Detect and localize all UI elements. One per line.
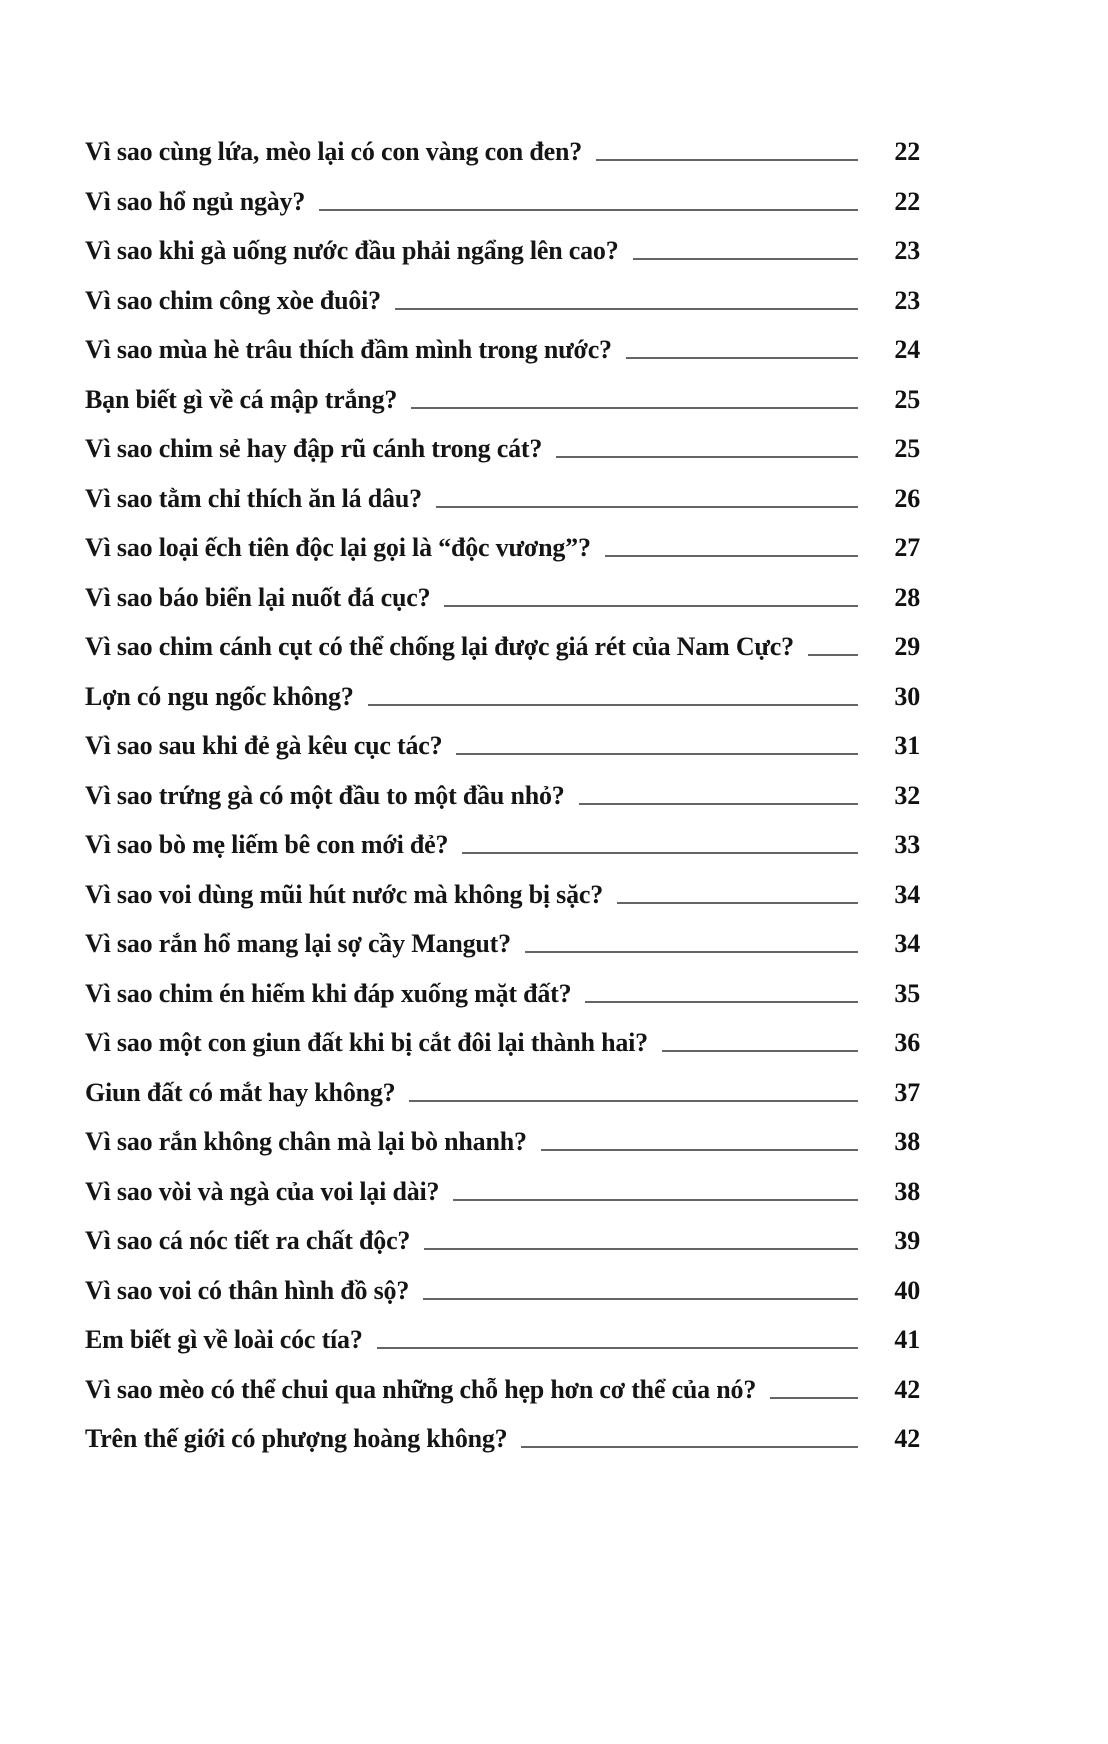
dot-leader-line: [541, 1149, 858, 1151]
toc-entry-page-number: 36: [894, 1028, 920, 1057]
toc-entry-page-number: 26: [894, 483, 920, 513]
toc-row: [85, 382, 920, 418]
toc-row: [85, 1223, 920, 1259]
toc-entry-page-number: 32: [894, 780, 920, 810]
toc-row: [85, 134, 920, 170]
toc-entry-page-number: 37: [894, 1077, 920, 1107]
toc-row: [85, 877, 920, 913]
toc-entry-title: Vì sao voi dùng mũi hút nước mà không bị sặc?: [85, 879, 604, 909]
dot-leader-line: [456, 753, 858, 755]
table-of-contents: [85, 134, 920, 1471]
toc-row: [85, 976, 920, 1012]
dot-leader-line: [436, 506, 858, 508]
toc-entry-page-number: 33: [894, 830, 920, 859]
toc-entry-page-number: 27: [894, 533, 920, 562]
toc-entry-page-number: 42: [894, 1424, 920, 1453]
dot-leader-line: [395, 308, 858, 310]
toc-entry-page-number: 38: [894, 1127, 920, 1156]
dot-leader-line: [585, 1001, 858, 1003]
toc-entry-title: Em biết gì về loài cóc tía?: [85, 1325, 363, 1354]
toc-entry-title: Vì sao chim én hiếm khi đáp xuống mặt đất?: [85, 978, 572, 1008]
toc-entry-title: Vì sao mèo có thể chui qua những chỗ hẹp hơn cơ thể của nó?: [85, 1374, 757, 1404]
dot-leader-line: [409, 1100, 858, 1102]
toc-entry-title: Vì sao vòi và ngà của voi lại dài?: [85, 1176, 440, 1206]
toc-entry-title: Vì sao voi có thân hình đồ sộ?: [85, 1275, 410, 1305]
toc-row: [85, 580, 920, 616]
toc-entry-page-number: 42: [894, 1374, 920, 1404]
toc-entry-title: Vì sao cùng lứa, mèo lại có con vàng con đen?: [85, 137, 583, 166]
toc-entry-title: Vì sao bò mẹ liếm bê con mới đẻ?: [85, 830, 449, 859]
toc-entry-page-number: 24: [894, 335, 920, 364]
toc-row: [85, 728, 920, 764]
toc-entry-page-number: 30: [894, 681, 920, 711]
toc-entry-page-number: 22: [894, 137, 920, 166]
toc-row: [85, 332, 920, 368]
toc-row: [85, 679, 920, 715]
toc-row: [85, 283, 920, 319]
dot-leader-line: [368, 704, 858, 706]
toc-row: [85, 184, 920, 220]
dot-leader-line: [579, 803, 858, 805]
toc-entry-page-number: 22: [894, 186, 920, 216]
toc-entry-page-number: 40: [894, 1275, 920, 1305]
toc-entry-title: Vì sao rắn hổ mang lại sợ cầy Mangut?: [85, 929, 511, 958]
toc-row: [85, 1421, 920, 1457]
dot-leader-line: [808, 654, 858, 656]
toc-entry-page-number: 34: [894, 879, 920, 909]
toc-entry-page-number: 25: [894, 384, 920, 414]
toc-row: [85, 233, 920, 269]
toc-row: [85, 1174, 920, 1210]
toc-row: [85, 1124, 920, 1160]
toc-entry-title: Vì sao loại ếch tiên độc lại gọi là “độc vương”?: [85, 533, 591, 562]
dot-leader-line: [617, 902, 858, 904]
dot-leader-line: [453, 1199, 858, 1201]
toc-entry-page-number: 29: [894, 632, 920, 661]
toc-entry-page-number: 38: [894, 1176, 920, 1206]
toc-row: [85, 1273, 920, 1309]
toc-entry-title: Lợn có ngu ngốc không?: [85, 681, 354, 711]
toc-entry-title: Vì sao một con giun đất khi bị cắt đôi lại thành hai?: [85, 1028, 648, 1057]
dot-leader-line: [423, 1298, 858, 1300]
dot-leader-line: [626, 357, 858, 359]
toc-entry-title: Vì sao chim cánh cụt có thể chống lại được giá rét của Nam Cực?: [85, 632, 794, 661]
toc-entry-title: Vì sao rắn không chân mà lại bò nhanh?: [85, 1127, 527, 1156]
toc-entry-page-number: 31: [894, 731, 920, 760]
dot-leader-line: [770, 1397, 858, 1399]
toc-row: [85, 1372, 920, 1408]
toc-entry-title: Giun đất có mắt hay không?: [85, 1077, 396, 1107]
toc-entry-title: Trên thế giới có phượng hoàng không?: [85, 1424, 508, 1453]
toc-entry-title: Vì sao khi gà uống nước đầu phải ngẩng lên cao?: [85, 236, 619, 265]
dot-leader-line: [596, 159, 858, 161]
toc-entry-page-number: 25: [894, 434, 920, 463]
dot-leader-line: [377, 1347, 858, 1349]
toc-row: [85, 629, 920, 665]
toc-row: [85, 1075, 920, 1111]
toc-entry-title: Vì sao tằm chỉ thích ăn lá dâu?: [85, 483, 422, 513]
toc-entry-title: Vì sao báo biển lại nuốt đá cục?: [85, 582, 431, 612]
toc-entry-page-number: 41: [894, 1325, 920, 1354]
toc-row: [85, 926, 920, 962]
dot-leader-line: [605, 555, 858, 557]
toc-entry-title: Vì sao mùa hè trâu thích đầm mình trong nước?: [85, 335, 612, 364]
dot-leader-line: [633, 258, 858, 260]
dot-leader-line: [521, 1446, 858, 1448]
toc-row: [85, 431, 920, 467]
toc-row: [85, 1322, 920, 1358]
toc-row: [85, 778, 920, 814]
dot-leader-line: [462, 852, 858, 854]
toc-entry-title: Bạn biết gì về cá mập trắng?: [85, 384, 398, 414]
dot-leader-line: [525, 951, 858, 953]
toc-row: [85, 1025, 920, 1061]
toc-row: [85, 827, 920, 863]
toc-entry-title: Vì sao chim sẻ hay đập rũ cánh trong cát?: [85, 434, 543, 463]
toc-row: [85, 530, 920, 566]
toc-row: [85, 481, 920, 517]
toc-entry-page-number: 34: [894, 929, 920, 958]
dot-leader-line: [556, 456, 858, 458]
toc-entry-title: Vì sao cá nóc tiết ra chất độc?: [85, 1226, 411, 1255]
toc-entry-page-number: 39: [894, 1226, 920, 1255]
toc-entry-page-number: 35: [894, 978, 920, 1008]
toc-entry-title: Vì sao sau khi đẻ gà kêu cục tác?: [85, 731, 443, 760]
toc-entry-page-number: 23: [894, 285, 920, 315]
toc-entry-page-number: 28: [894, 582, 920, 612]
dot-leader-line: [424, 1248, 858, 1250]
dot-leader-line: [662, 1050, 858, 1052]
dot-leader-line: [444, 605, 858, 607]
toc-entry-title: Vì sao hổ ngủ ngày?: [85, 186, 306, 216]
toc-entry-page-number: 23: [894, 236, 920, 265]
dot-leader-line: [411, 407, 858, 409]
toc-entry-title: Vì sao trứng gà có một đầu to một đầu nhỏ?: [85, 780, 565, 810]
toc-entry-title: Vì sao chim công xòe đuôi?: [85, 285, 381, 315]
dot-leader-line: [319, 209, 858, 211]
